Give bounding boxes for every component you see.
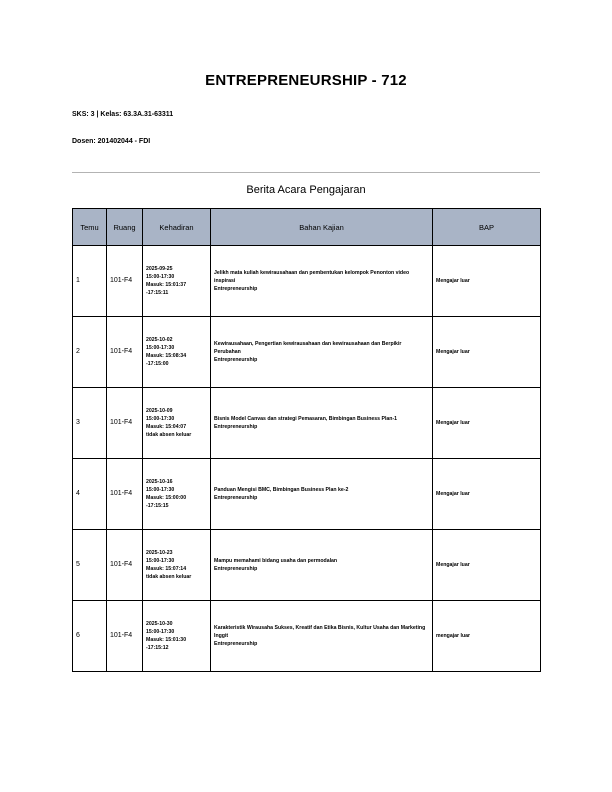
kehadiran-masuk: Masuk: 15:00:00 (146, 495, 187, 501)
kehadiran-date: 2025-10-09 (146, 407, 173, 414)
kehadiran-date: 2025-10-02 (146, 336, 173, 343)
col-header-bahan-kajian: Bahan Kajian (211, 209, 433, 246)
kehadiran-keluar: -17:15:15 (146, 503, 169, 510)
table-row (73, 530, 541, 601)
kehadiran-cell (143, 388, 211, 459)
table-row (73, 459, 541, 530)
kehadiran-cell (143, 459, 211, 530)
bahan-kajian-course: Entrepreneurship (214, 424, 258, 430)
bahan-kajian-course: Entrepreneurship (214, 641, 258, 648)
ruang-cell: 101-F4 (107, 601, 143, 672)
kehadiran-keluar: -17:15:12 (146, 645, 169, 652)
kehadiran-masuk: Masuk: 15:08:34 (146, 353, 187, 359)
bahan-kajian-text: Karakteristik Wirausaha Sukses, Kreatif dan Etika Bisnis, Kultur Usaha dan Marketing Inggit (214, 624, 426, 639)
bahan-kajian-text: Bisnis Model Canvas dan strategi Pemasaran, Bimbingan Business Plan-1 (214, 415, 398, 422)
kehadiran-masuk: Masuk: 15:07:14 (146, 566, 187, 572)
bahan-kajian-course: Entrepreneurship (214, 286, 258, 293)
kehadiran-masuk: Masuk: 15:01:30 (146, 637, 187, 643)
temu-cell: 6 (73, 601, 107, 672)
kehadiran-masuk: Masuk: 15:04:07 (146, 424, 187, 430)
ruang-cell: 101-F4 (107, 459, 143, 530)
kehadiran-keluar: -17:15:11 (146, 290, 169, 297)
kehadiran-time: 15:00-17:30 (146, 344, 175, 351)
temu-cell: 1 (73, 246, 107, 317)
bahan-kajian-cell (211, 530, 433, 601)
temu-cell: 3 (73, 388, 107, 459)
bahan-kajian-cell (211, 246, 433, 317)
kehadiran-keluar: tidak absen keluar (146, 574, 192, 581)
table-header-row (73, 209, 541, 246)
kehadiran-cell (143, 601, 211, 672)
kehadiran-time: 15:00-17:30 (146, 273, 175, 280)
temu-cell: 4 (73, 459, 107, 530)
bap-cell: Mengajar luar (433, 530, 541, 601)
bap-cell: Mengajar luar (433, 317, 541, 388)
ruang-cell: 101-F4 (107, 246, 143, 317)
temu-cell: 5 (73, 530, 107, 601)
bahan-kajian-cell (211, 601, 433, 672)
kehadiran-time: 15:00-17:30 (146, 486, 175, 493)
header-divider (72, 172, 540, 173)
col-header-bap: BAP (433, 209, 541, 246)
col-header-temu: Temu (73, 209, 107, 246)
ruang-cell: 101-F4 (107, 388, 143, 459)
bap-cell: Mengajar luar (433, 388, 541, 459)
bahan-kajian-text: Kewirausahaan, Pengertian kewirausahaan dan kewirausahaan dan Berpikir Perubahan (214, 340, 402, 355)
kehadiran-date: 2025-10-23 (146, 549, 173, 556)
table-row (73, 317, 541, 388)
ruang-cell: 101-F4 (107, 530, 143, 601)
temu-cell: 2 (73, 317, 107, 388)
kehadiran-date: 2025-09-25 (146, 265, 173, 272)
col-header-ruang: Ruang (107, 209, 143, 246)
table-row (73, 388, 541, 459)
kehadiran-date: 2025-10-16 (146, 478, 173, 485)
bap-cell: Mengajar luar (433, 459, 541, 530)
kehadiran-cell (143, 317, 211, 388)
section-title: Berita Acara Pengajaran (246, 184, 366, 196)
kehadiran-masuk: Masuk: 15:01:37 (146, 282, 187, 288)
bap-cell: Mengajar luar (433, 246, 541, 317)
dosen-info: Dosen: 201402044 - FDI (72, 138, 151, 145)
kehadiran-cell (143, 530, 211, 601)
sks-kelas-info: SKS: 3 | Kelas: 63.3A.31-63311 (72, 111, 174, 118)
page-title: ENTREPRENEURSHIP - 712 (205, 72, 407, 89)
kehadiran-time: 15:00-17:30 (146, 557, 175, 564)
bahan-kajian-cell (211, 459, 433, 530)
bap-cell: mengajar luar (433, 601, 541, 672)
bahan-kajian-text: Mampu memahami bidang usaha dan permodalan (214, 557, 338, 564)
bahan-kajian-cell (211, 388, 433, 459)
kehadiran-keluar: tidak absen keluar (146, 432, 192, 439)
table-row (73, 601, 541, 672)
bahan-kajian-course: Entrepreneurship (214, 495, 258, 501)
ruang-cell: 101-F4 (107, 317, 143, 388)
kehadiran-date: 2025-10-30 (146, 620, 173, 627)
bahan-kajian-text: Panduan Mengisi BMC, Bimbingan Business Plan ke-2 (214, 486, 349, 493)
kehadiran-cell (143, 246, 211, 317)
kehadiran-keluar: -17:15:00 (146, 361, 169, 368)
bahan-kajian-text: Jelikh mata kuliah kewirausahaan dan pembentukan kelompok Penonton video inspirasi (214, 269, 410, 284)
bahan-kajian-cell (211, 317, 433, 388)
table-row (73, 246, 541, 317)
col-header-kehadiran: Kehadiran (143, 209, 211, 246)
kehadiran-time: 15:00-17:30 (146, 415, 175, 422)
bahan-kajian-course: Entrepreneurship (214, 357, 258, 364)
bap-table (72, 208, 541, 672)
bahan-kajian-course: Entrepreneurship (214, 566, 258, 572)
kehadiran-time: 15:00-17:30 (146, 628, 175, 635)
